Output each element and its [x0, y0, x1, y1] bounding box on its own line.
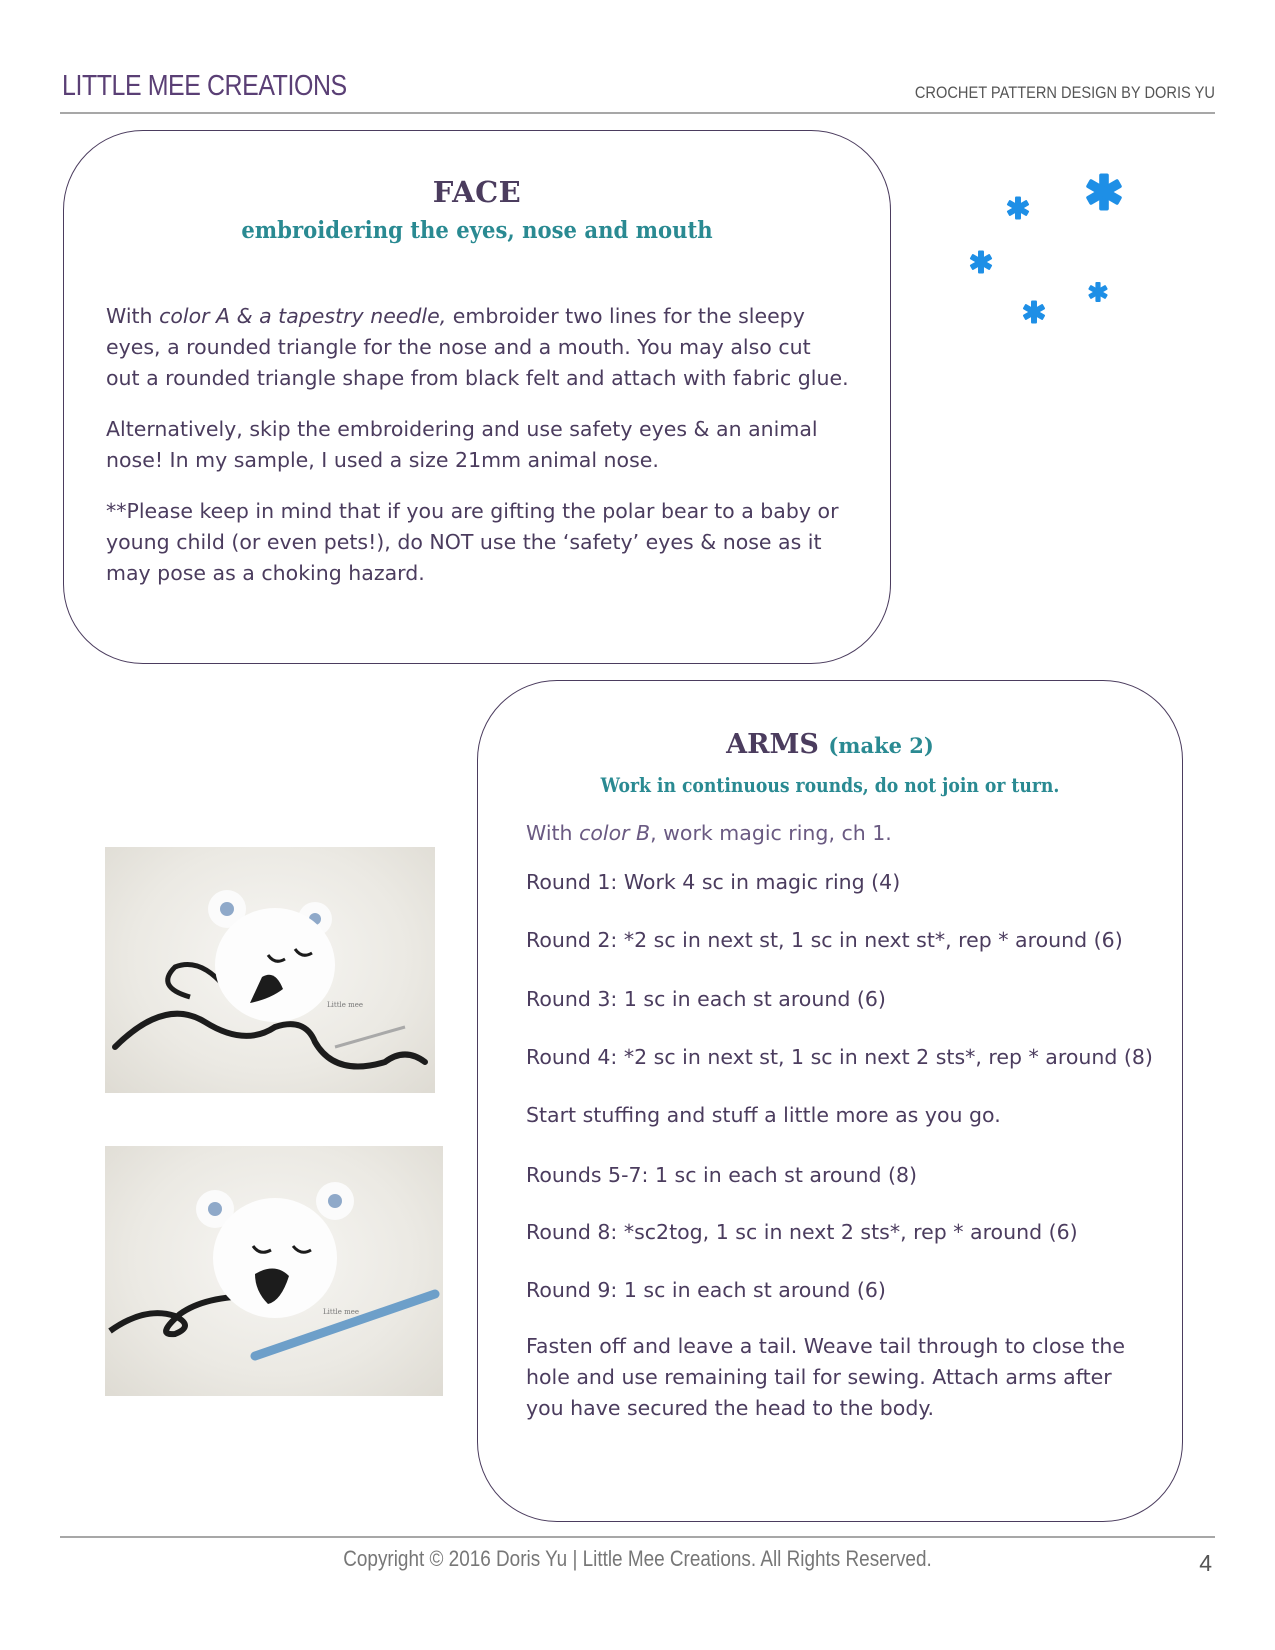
copyright-notice: Copyright © 2016 Doris Yu | Little Mee Creations. All Rights Reserved.: [343, 1546, 932, 1571]
stuffing-note: Start stuffing and stuff a little more as you go.: [526, 1103, 1001, 1127]
arms-intro: With color B, work magic ring, ch 1.: [526, 821, 892, 845]
round-1: Round 1: Work 4 sc in magic ring (4): [526, 870, 901, 894]
bear-face-photo-1: [105, 847, 435, 1093]
face-paragraph-3: **Please keep in mind that if you are gifting the polar bear to a baby or young child (or even pets!), do NOT use the ‘safety’ eyes & nose as it may pose as a choking hazard.: [106, 499, 839, 585]
bear-face-photo-2: [105, 1146, 443, 1396]
rounds-5-7: Rounds 5-7: 1 sc in each st around (8): [526, 1163, 918, 1187]
round-4: Round 4: *2 sc in next st, 1 sc in next 2 sts*, rep * around (8): [526, 1045, 1153, 1069]
arms-title: [478, 729, 1182, 760]
page-number: 4: [1199, 1550, 1212, 1576]
round-9: Round 9: 1 sc in each st around (6): [526, 1278, 886, 1302]
round-3: Round 3: 1 sc in each st around (6): [526, 987, 886, 1011]
face-paragraph-1: With color A & a tapestry needle, embroider two lines for the sleepy eyes, a rounded triangle for the nose and a mouth. You may also cut out a rounded triangle shape from black felt and attach with fabric glue.: [106, 304, 849, 390]
svg-text:Little mee: Little mee: [327, 1001, 364, 1009]
footer-divider: [60, 1536, 1215, 1538]
snowflake-icon: [948, 150, 1148, 350]
round-2: Round 2: *2 sc in next st, 1 sc in next st*, rep * around (6): [526, 928, 1123, 952]
arms-title-text: ARMS: [726, 729, 819, 760]
round-8: Round 8: *sc2tog, 1 sc in next 2 sts*, rep * around (6): [526, 1220, 1078, 1244]
arms-make-count: (make 2): [828, 733, 934, 758]
arms-closing: Fasten off and leave a tail. Weave tail through to close the hole and use remaining tail for sewing. Attach arms after you have secured the head to the body.: [526, 1334, 1125, 1420]
arms-section: [477, 680, 1183, 1522]
svg-text:Little mee: Little mee: [323, 1308, 360, 1316]
arms-subtitle: Work in continuous rounds, do not join or turn.: [600, 773, 1060, 797]
face-title: FACE: [432, 175, 522, 209]
face-subtitle: embroidering the eyes, nose and mouth: [241, 217, 713, 244]
brand-title: LITTLE MEE CREATIONS: [62, 70, 347, 102]
face-paragraph-2: Alternatively, skip the embroidering and use safety eyes & an animal nose! In my sample, I used a size 21mm animal nose.: [106, 417, 818, 472]
designer-credit: CROCHET PATTERN DESIGN BY DORIS YU: [914, 83, 1215, 102]
face-instructions: [106, 301, 850, 609]
face-section: [63, 130, 891, 664]
header-divider: [60, 112, 1215, 114]
